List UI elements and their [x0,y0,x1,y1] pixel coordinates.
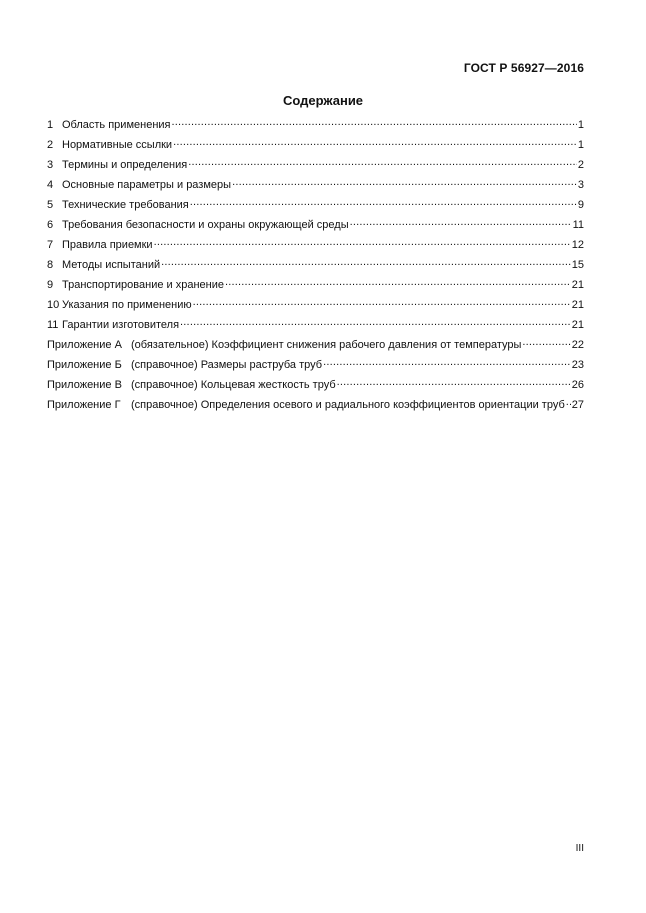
toc-item-8[interactable] [47,257,584,277]
toc-item-page: 2 [577,159,584,171]
toc-item-label: Нормативные ссылки [62,139,173,151]
toc-item-label: Гарантии изготовителя [62,319,180,331]
toc-leader-dots [190,197,577,208]
toc-item-5[interactable] [47,197,584,217]
toc-item-page: 21 [571,299,584,311]
toc-item-label: Требования безопасности и охраны окружающей среды [62,219,349,231]
toc-item-label: Указания по применению [62,299,192,311]
toc-item-1[interactable] [47,117,584,137]
toc-leader-dots [161,257,571,268]
toc-item-number: 7 [47,239,54,251]
toc-item-page: 1 [577,119,584,131]
toc-item-label: Правила приемки [62,239,153,251]
toc-item-page: 12 [571,239,584,251]
toc-leader-dots [337,377,571,388]
toc-item-page: 9 [577,199,584,211]
toc-item-number: 6 [47,219,54,231]
toc-leader-dots [323,357,571,368]
toc-item-number: 2 [47,139,54,151]
toc-item-number: Приложение Б [47,359,122,371]
toc-appendix-v[interactable] [47,377,584,397]
toc-item-page: 21 [571,279,584,291]
toc-item-number: Приложение Г [47,399,121,411]
toc-item-page: 26 [571,379,584,391]
document-id: ГОСТ Р 56927—2016 [463,61,584,75]
toc-item-label: Область применения [62,119,171,131]
toc-appendix-a[interactable] [47,337,584,357]
toc-item-label: Методы испытаний [62,259,161,271]
toc-item-11[interactable] [47,317,584,337]
toc-item-page: 22 [571,339,584,351]
toc-leader-dots [225,277,571,288]
toc-leader-dots [522,337,570,348]
toc-item-page: 15 [571,259,584,271]
toc-item-number: 11 [47,319,59,331]
page-number: III [575,843,584,854]
toc-item-number: Приложение А [47,339,122,351]
toc-leader-dots [188,157,577,168]
toc-item-number: 10 [47,299,60,311]
toc-leader-dots [172,117,577,128]
toc-item-number: 9 [47,279,54,291]
toc-item-label: (справочное) Определения осевого и радиального коэффициентов ориентации труб [131,399,565,411]
toc-item-number: 8 [47,259,54,271]
toc-item-page: 21 [571,319,584,331]
toc-item-number: 5 [47,199,54,211]
toc-leader-dots [232,177,577,188]
toc-title: Содержание [282,93,364,108]
toc-item-9[interactable] [47,277,584,297]
toc-item-label: Транспортирование и хранение [62,279,224,291]
toc-item-label: (справочное) Размеры раструба труб [131,359,323,371]
toc-item-10[interactable] [47,297,584,317]
toc-leader-dots [180,317,571,328]
toc-leader-dots [566,397,571,408]
toc-item-number: 3 [47,159,54,171]
toc-appendix-b[interactable] [47,357,584,377]
toc-item-page: 23 [571,359,584,371]
toc-item-label: Технические требования [62,199,189,211]
toc-leader-dots [173,137,577,148]
toc-item-number: Приложение В [47,379,122,391]
table-of-contents [47,117,584,417]
toc-item-6[interactable] [47,217,584,237]
toc-item-label: (обязательное) Коэффициент снижения рабочего давления от температуры [131,339,522,351]
toc-item-7[interactable] [47,237,584,257]
toc-item-label: Термины и определения [62,159,188,171]
toc-item-number: 4 [47,179,54,191]
toc-item-3[interactable] [47,157,584,177]
toc-item-4[interactable] [47,177,584,197]
toc-item-label: (справочное) Кольцевая жесткость труб [131,379,336,391]
toc-item-page: 11 [572,219,584,231]
toc-item-page: 3 [577,179,584,191]
toc-item-page: 27 [571,399,584,411]
toc-appendix-g[interactable] [47,397,584,417]
toc-leader-dots [154,237,571,248]
toc-item-2[interactable] [47,137,584,157]
toc-item-page: 1 [577,139,584,151]
toc-leader-dots [350,217,572,228]
toc-item-label: Основные параметры и размеры [62,179,232,191]
toc-leader-dots [193,297,571,308]
toc-item-number: 1 [47,119,54,131]
